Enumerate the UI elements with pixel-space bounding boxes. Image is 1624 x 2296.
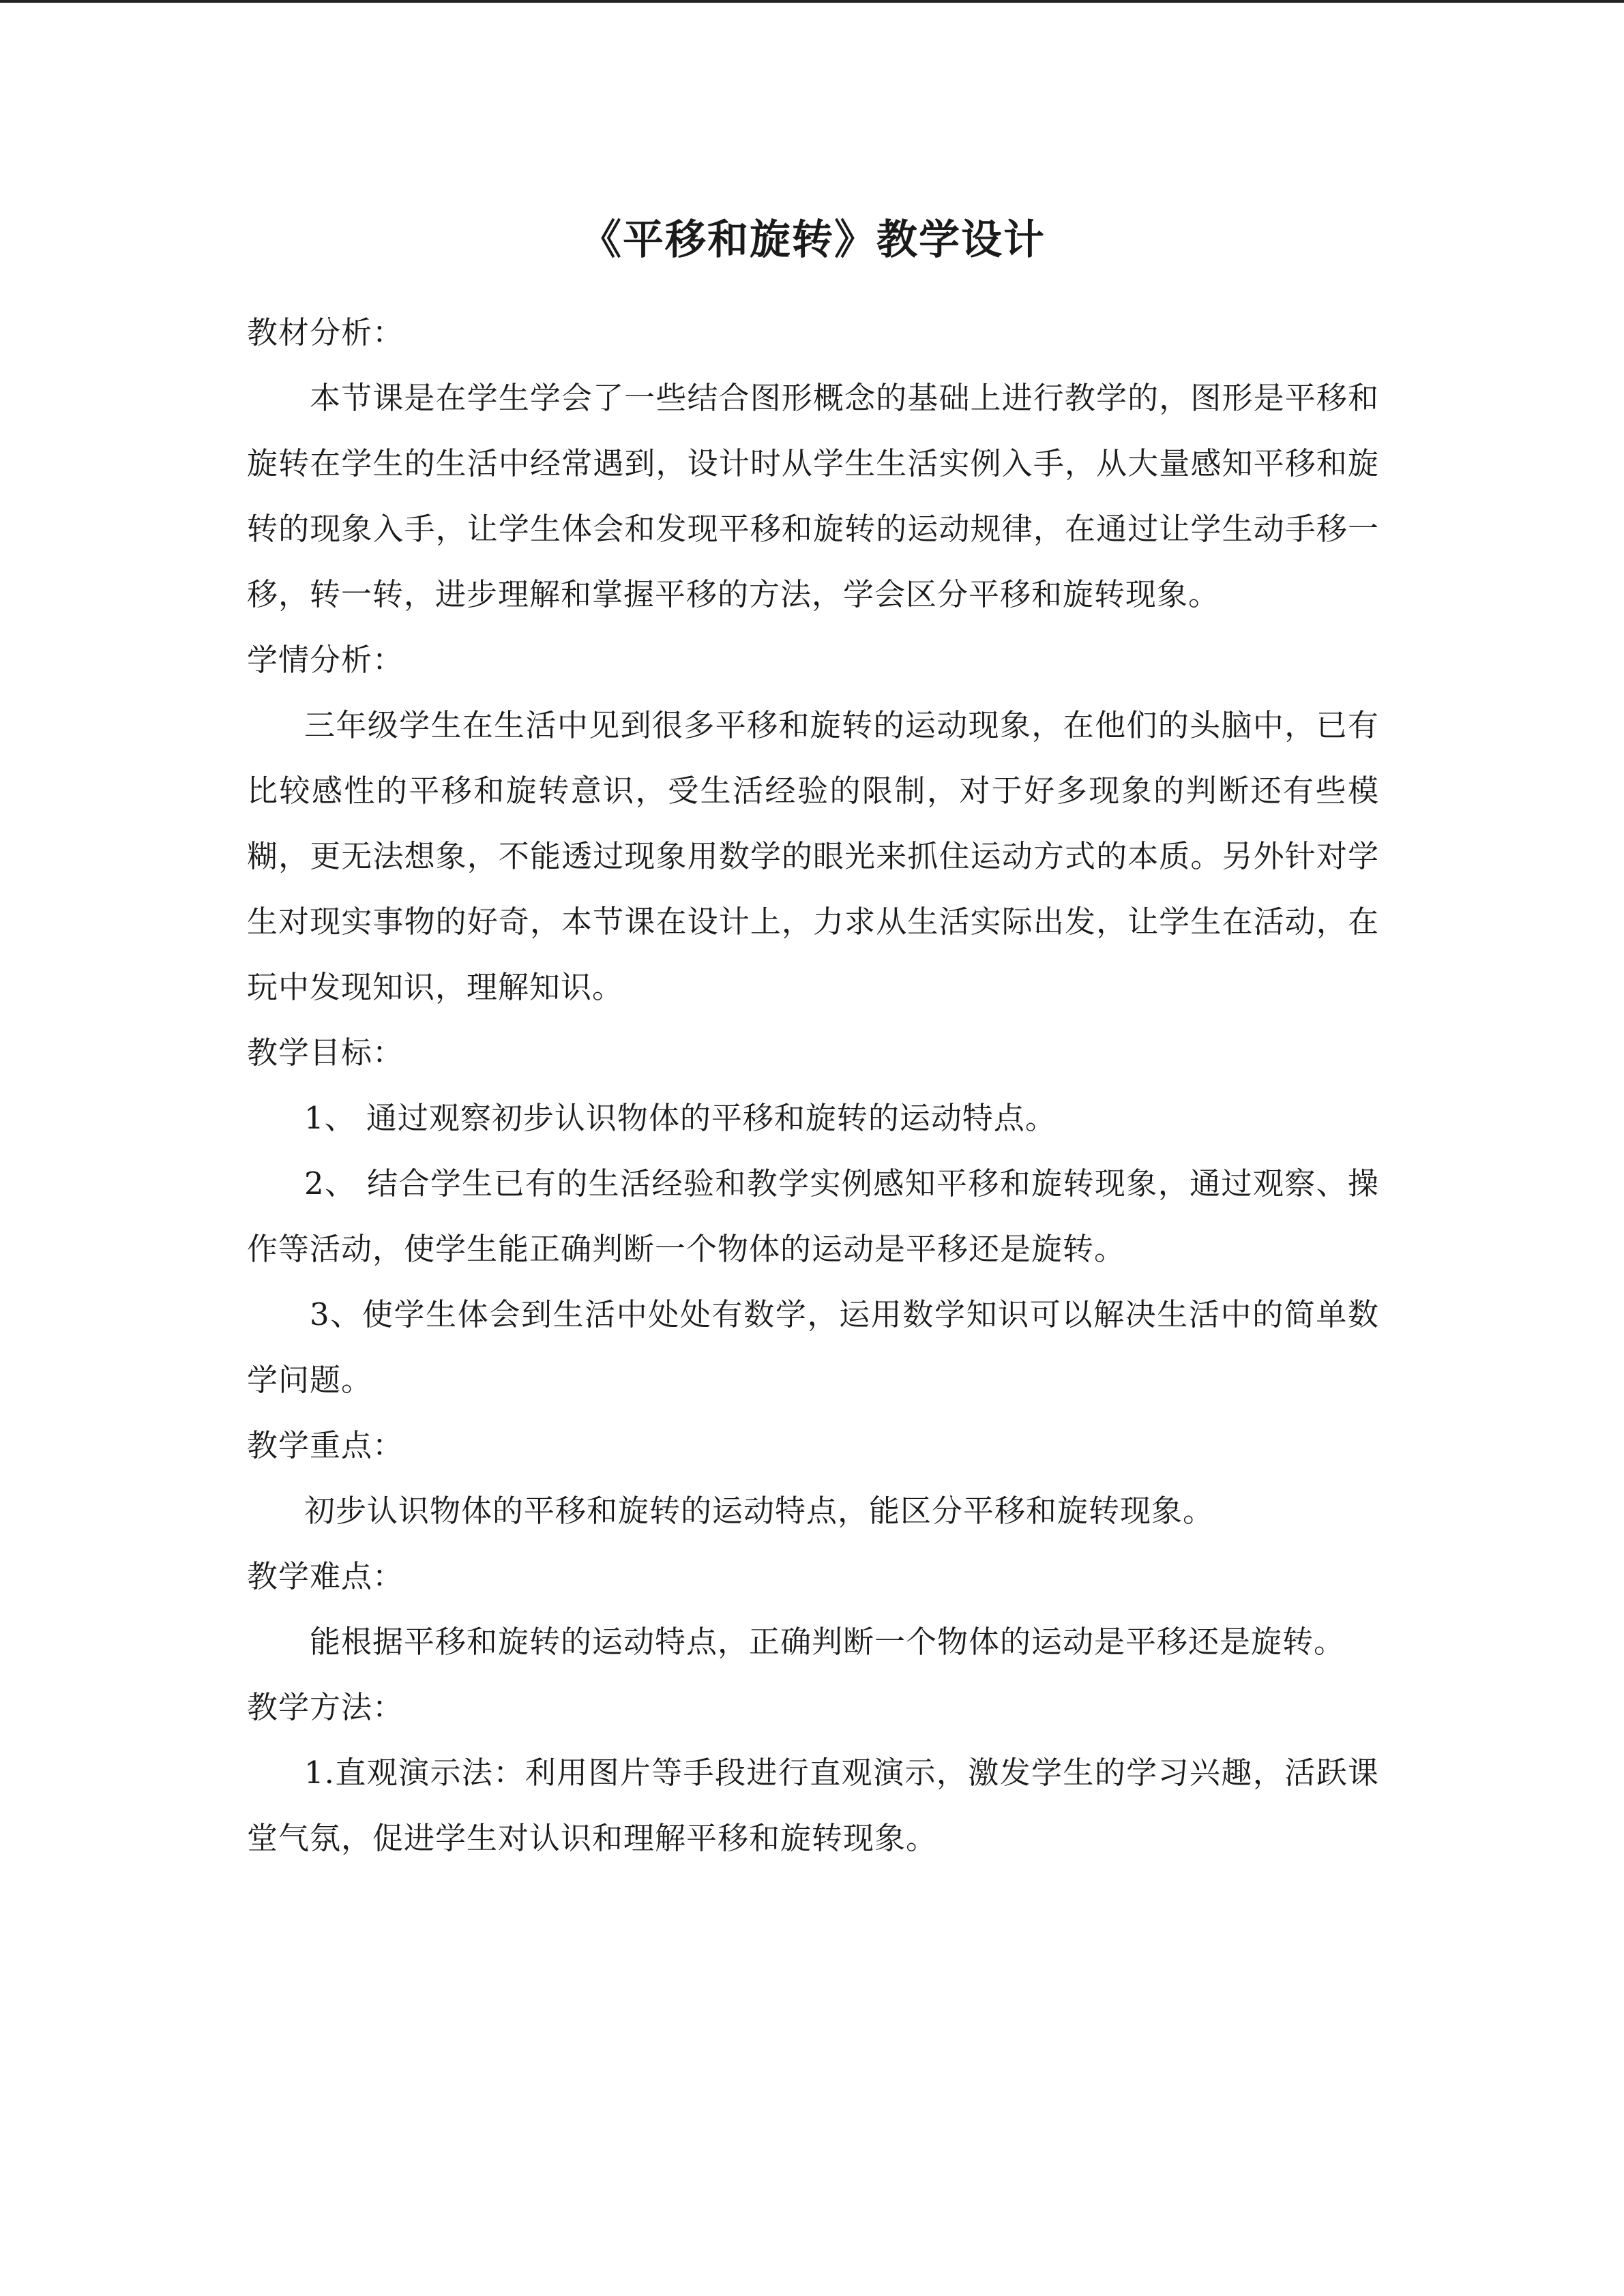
key-points-paragraph: 初步认识物体的平移和旋转的运动特点，能区分平移和旋转现象。 — [304, 1493, 1215, 1529]
goal-item-3: 3、使学生体会到生活中处处有数学，运用数学知识可以解决生活中的简单数学问题。 — [247, 1296, 1379, 1398]
section-heading-difficulties: 教学难点： — [247, 1558, 404, 1594]
document-title: 《平移和旋转》教学设计 — [580, 216, 1046, 264]
document-body — [247, 300, 1379, 1871]
section-heading-students: 学情分析： — [247, 642, 404, 678]
section-heading-materials: 教材分析： — [247, 314, 404, 351]
section-heading-goals: 教学目标： — [247, 1034, 404, 1071]
goal-item-2: 2、 结合学生已有的生活经验和教学实例感知平移和旋转现象，通过观察、操作等活动，使学生能正确判断一个物体的运动是平移还是旋转。 — [247, 1165, 1379, 1267]
difficulties-paragraph: 能根据平移和旋转的运动特点，正确判断一个物体的运动是平移还是旋转。 — [310, 1624, 1346, 1660]
page-top-border — [0, 0, 1624, 3]
section-heading-key-points: 教学重点： — [247, 1427, 404, 1463]
materials-paragraph: 本节课是在学生学会了一些结合图形概念的基础上进行教学的，图形是平移和旋转在学生的生活中经常遇到，设计时从学生生活实例入手，从大量感知平移和旋转的现象入手，让学生体会和发现平移和旋转的运动规律，在通过让学生动手移一移，转一转，进步理解和掌握平移的方法，学会区分平移和旋转现象。 — [247, 380, 1379, 612]
section-heading-methods: 教学方法： — [247, 1689, 404, 1725]
students-paragraph: 三年级学生在生活中见到很多平移和旋转的运动现象，在他们的头脑中，已有比较感性的平移和旋转意识，受生活经验的限制，对于好多现象的判断还有些模糊，更无法想象，不能透过现象用数学的眼光来抓住运动方式的本质。另外针对学生对现实事物的好奇，本节课在设计上，力求从生活实际出发，让学生在活动，在玩中发现知识，理解知识。 — [247, 707, 1379, 1005]
method-item-1: 1.直观演示法：利用图片等手段进行直观演示，激发学生的学习兴趣，活跃课堂气氛，促进学生对认识和理解平移和旋转现象。 — [247, 1755, 1379, 1856]
goal-item-1: 1、 通过观察初步认识物体的平移和旋转的运动特点。 — [304, 1100, 1057, 1136]
